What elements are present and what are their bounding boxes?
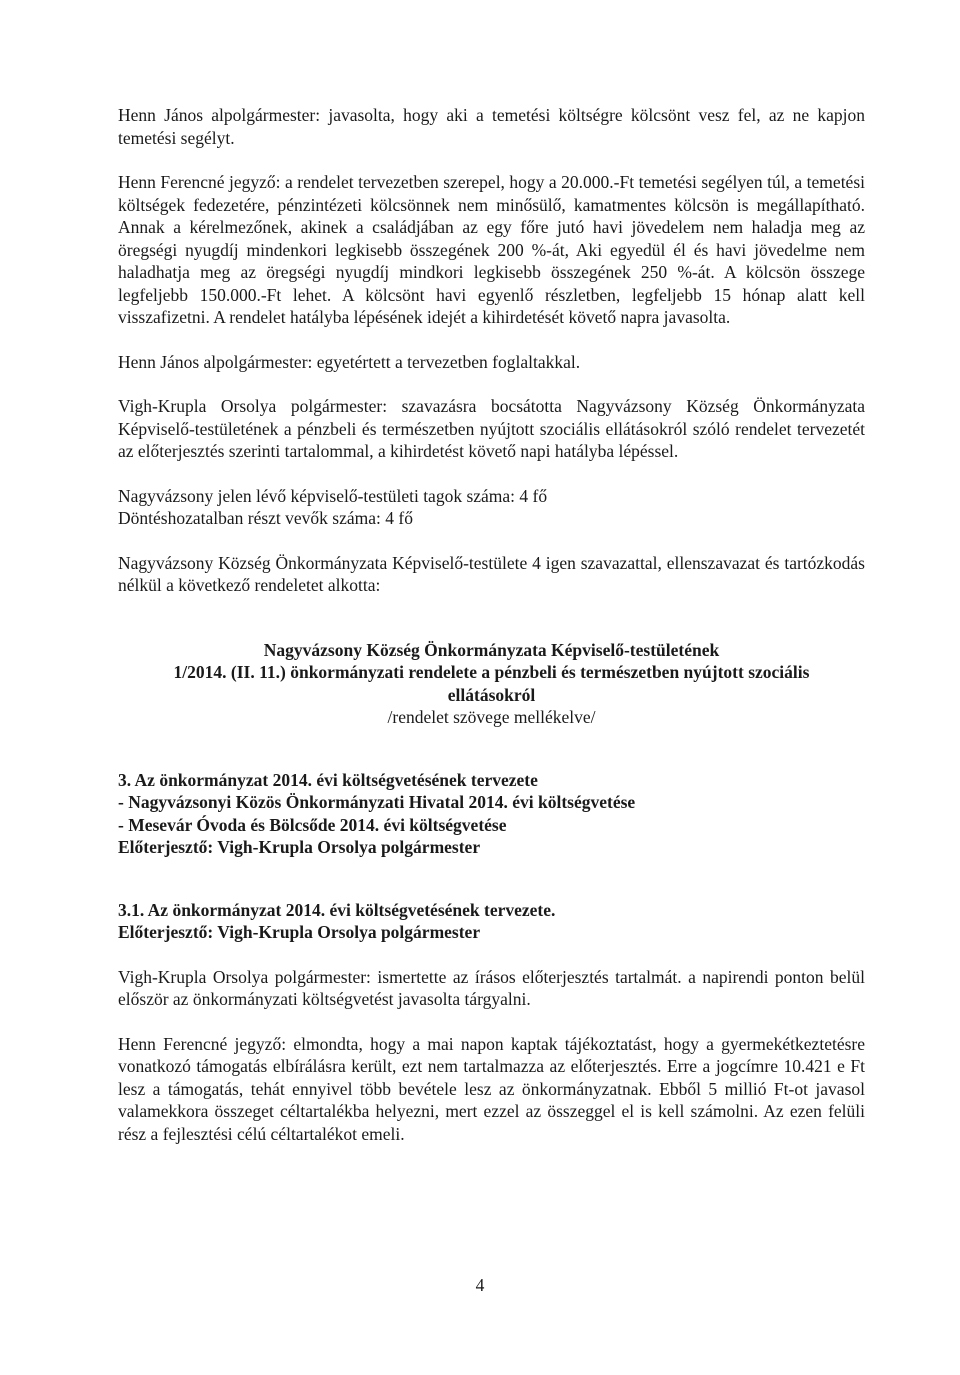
paragraph-jegyzo-funding-info: Henn Ferencné jegyző: elmondta, hogy a mai napon kaptak tájékoztatást, hogy a gyermekétkeztetésre vonatkozó támogatás elbírálásra került, ezt nem tartalmazza az előterjesztés. Erre a jogcímre 10.421 e Ft lesz a támogatás, tehát ennyivel több bevétele lesz az önkormányzatnak. Ebből 5 millió Ft-ot javasol valamekkora összeget céltartalékba helyezni, mert ezzel az összeggel el is kell számolni. Az ezen felüli rész a fejlesztési célú céltartalékot emeli.: [118, 1033, 865, 1144]
section-3-item-ovoda: - Mesevár Óvoda és Bölcsőde 2014. évi költségvetése: [118, 814, 507, 835]
decree-attachment-note: /rendelet szövege mellékelve/: [387, 707, 596, 727]
paragraph-alpolgarmester-agreement: Henn János alpolgármester: egyetértett a tervezetben foglaltakkal.: [118, 351, 581, 372]
section-3-1-presenter: Előterjesztő: Vigh-Krupla Orsolya polgármester: [118, 922, 481, 942]
decree-title-line-1: Nagyvázsony Község Önkormányzata Képviselő-testületének: [263, 639, 720, 660]
paragraph-budget-presentation: Vigh-Krupla Orsolya polgármester: ismertette az írásos előterjesztés tartalmát. a napirendi ponton belül először az önkormányzati költségvetést javasolta tárgyalni.: [118, 966, 865, 1009]
paragraph-vote-result: Nagyvázsony Község Önkormányzata Képviselő-testülete 4 igen szavazattal, ellenszavazat és tartózkodás nélkül a következő rendeletet alkotta:: [118, 552, 865, 595]
decision-participants: Döntéshozatalban részt vevők száma: 4 fő: [118, 508, 413, 528]
section-3-1-title: 3.1. Az önkormányzat 2014. évi költségvetésének tervezete.: [118, 899, 556, 920]
section-3-1-heading: [118, 899, 865, 944]
page-number: 4: [475, 1275, 485, 1295]
decree-title-block: [118, 639, 865, 729]
attendance-block: [118, 485, 865, 530]
paragraph-jegyzo-explanation: Henn Ferencné jegyző: a rendelet tervezetben szerepel, hogy a 20.000.-Ft temetési segélyen túl, a temetési költségek fedezetére, pénzintézeti kölcsönnek nem minősülő, kamatmentes kölcsön is megállapítható. Annak a kérelmezőnek, akinek a családjában az egy főre jutó havi jövedelem nem haladja meg az öregségi nyugdíj mindenkori legkisebb összegének 200 %-át, Aki egyedül él és havi jövedelme nem haladhatja meg az öregségi nyugdíj mindkori legkisebb összegének 250 %-át. A kölcsön összege legfeljebb 150.000.-Ft lehet. A kölcsönt havi egyenlő részletben, legfeljebb 15 hónap alatt kell visszafizetni. A rendelet hatályba lépésének idejét a kihirdetését követő napra javasolta.: [118, 172, 865, 327]
section-3-heading: [118, 769, 865, 859]
members-present: Nagyvázsony jelen lévő képviselő-testületi tagok száma: 4 fő: [118, 485, 548, 506]
decree-title-line-3: ellátásokról: [447, 684, 536, 705]
section-3-presenter: Előterjesztő: Vigh-Krupla Orsolya polgármester: [118, 837, 481, 857]
paragraph-vote-called: Vigh-Krupla Orsolya polgármester: szavazásra bocsátotta Nagyvázsony Község Önkormányzata Képviselő-testületének a pénzbeli és természetben nyújtott szociális ellátásokról szóló rendelet tervezetét az előterjesztés szerinti tartalommal, a kihirdetést követő napi hatályba lépéssel.: [118, 396, 865, 461]
section-3-title: 3. Az önkormányzat 2014. évi költségvetésének tervezete: [118, 769, 538, 790]
paragraph-alpolgarmester-proposal: Henn János alpolgármester: javasolta, hogy aki a temetési költségre kölcsönt vesz fel, az ne kapjon temetési segélyt.: [118, 105, 865, 148]
section-3-item-hivatal: - Nagyvázsonyi Közös Önkormányzati Hivatal 2014. évi költségvetése: [118, 792, 636, 812]
decree-title-line-2: 1/2014. (II. 11.) önkormányzati rendelete a pénzbeli és természetben nyújtott szociális: [173, 662, 810, 682]
